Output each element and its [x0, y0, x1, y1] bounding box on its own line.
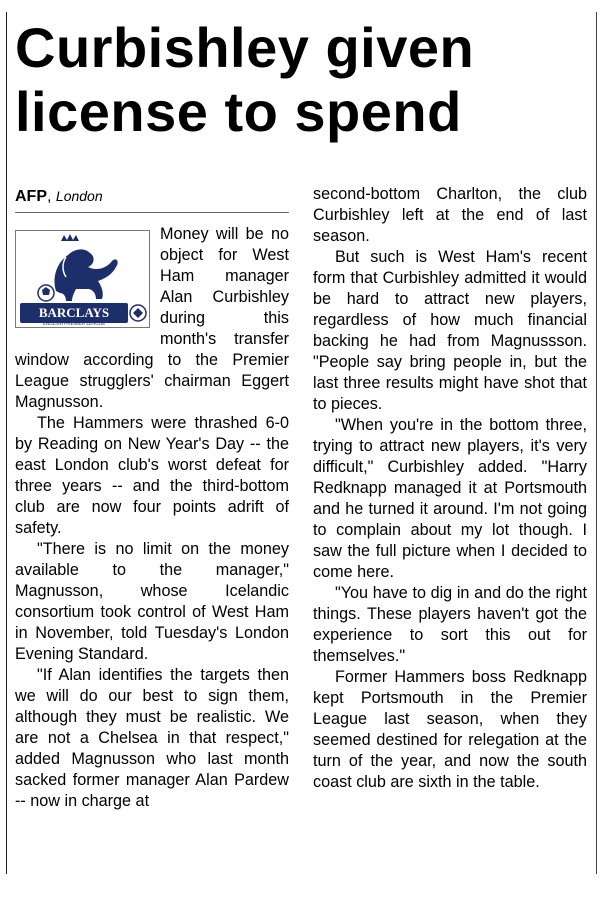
- paragraph: Former Hammers boss Redknapp kept Portsmouth in the Premier League last season, when they seemed destined for relegation at the turn of the year, and now the south coast club are sixth in the table.: [313, 668, 587, 791]
- byline-agency: AFP: [15, 188, 47, 205]
- byline-rule: [15, 212, 289, 213]
- headline: Curbishley given license to spend: [15, 16, 475, 143]
- left-column-rule: [6, 12, 7, 874]
- lion-crest-icon: [16, 231, 149, 327]
- premier-league-wordmark: ENGLISH PREMIER LEAGUE: [42, 321, 106, 326]
- paragraph: Money will be no object for West Ham manager Alan Curbishley during this month's transfer window according to the Premier League strugglers' chairman Eggert Magnusson.: [15, 225, 289, 411]
- paragraph: "You have to dig in and do the right things. These players haven't got the experience to sort this out for themselves.": [313, 584, 587, 665]
- paragraph: "When you're in the bottom three, trying to attract new players, it's very difficult," Curbishley added. "Harry Redknapp managed it at Portsmouth and he turned it around. I'm not going to complain about my lot though. I saw the full picture when I decided to come here.: [313, 416, 587, 581]
- crown-icon: [61, 234, 79, 241]
- lion-icon: [55, 249, 118, 301]
- article-column-2: [313, 184, 587, 793]
- byline: [15, 186, 103, 207]
- paragraph: But such is West Ham's recent form that Curbishley admitted it would be hard to attract new players, regardless of how much financial backing he had from Magnussson. "People say bring people in, but the last three results might have shot that to pieces.: [313, 248, 587, 413]
- paragraph: "There is no limit on the money available to the manager," Magnusson, whose Icelandic consortium took control of West Ham in November, told Tuesday's London Evening Standard.: [15, 540, 289, 663]
- paragraph: "If Alan identifies the targets then we will do our best to sign them, although they must be realistic. We are not a Chelsea in that respect," added Magnusson who last month sacked former manager Alan Pardew -- now in charge at: [15, 666, 289, 810]
- paragraph: second-bottom Charlton, the club Curbishley left at the end of last season.: [313, 185, 587, 245]
- byline-separator: ,: [47, 188, 52, 205]
- barclays-premier-league-logo: [15, 230, 150, 328]
- paragraph: The Hammers were thrashed 6-0 by Reading on New Year's Day -- the east London club's worst defeat for three years -- and the third-bottom club are now four points adrift of safety.: [15, 414, 289, 537]
- byline-location: London: [55, 188, 103, 204]
- right-column-rule: [596, 12, 597, 874]
- article-column-1: [15, 224, 289, 812]
- barclays-wordmark: BARCLAYS: [38, 305, 110, 320]
